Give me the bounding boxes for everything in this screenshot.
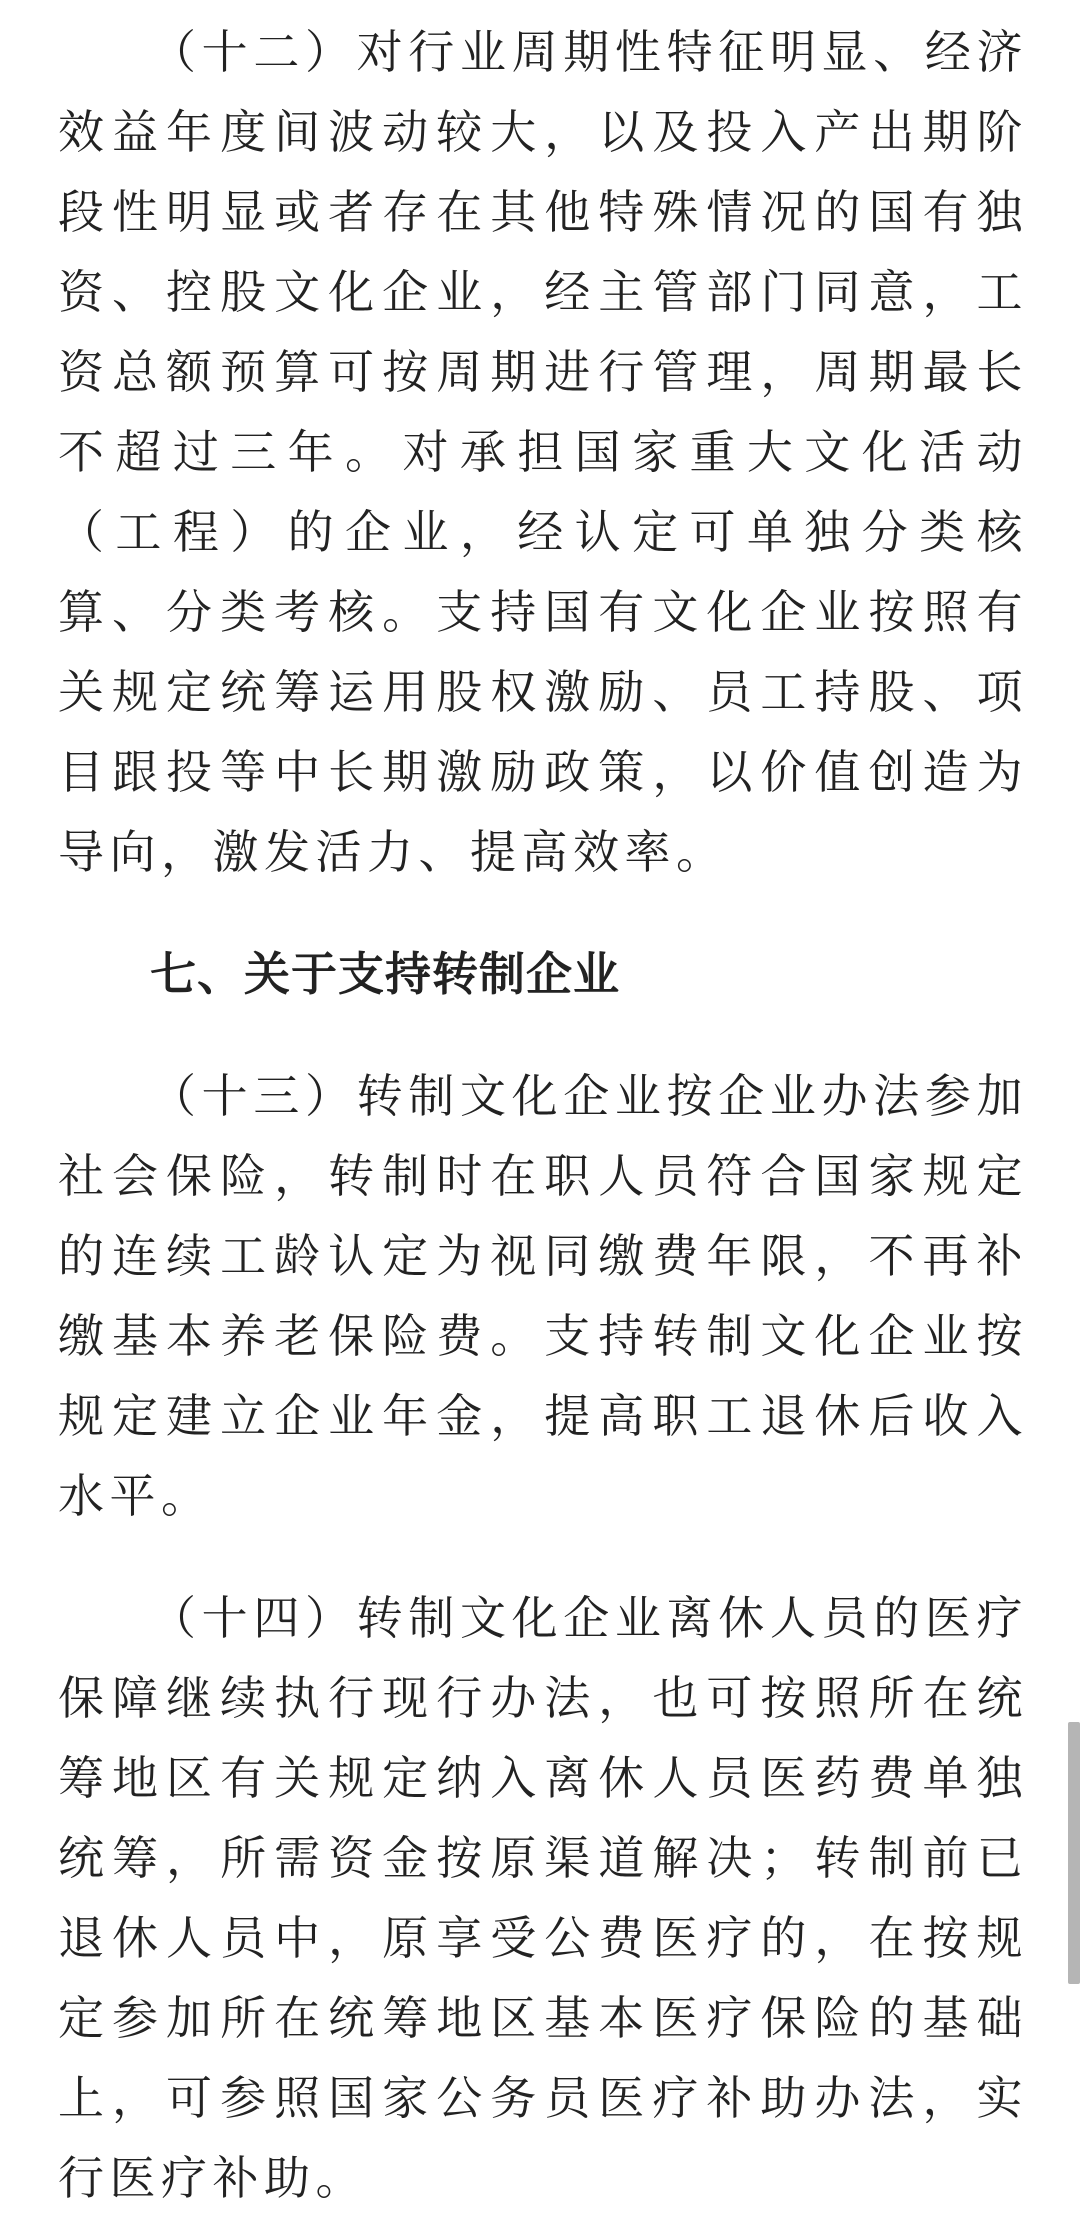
paragraph-13: （十三）转制文化企业按企业办法参加社会保险，转制时在职人员符合国家规定的连续工龄认定为视同缴费年限，不再补缴基本养老保险费。支持转制文化企业按规定建立企业年金，提高职工退休后收入水平。: [58, 1069, 1028, 1523]
paragraph-14: （十四）转制文化企业离休人员的医疗保障继续执行现行办法，也可按照所在统筹地区有关规定纳入离休人员医药费单独统筹，所需资金按原渠道解决；转制前已退休人员中，原享受公费医疗的，在按规定参加所在统筹地区基本医疗保险的基础上，可参照国家公务员医疗补助办法，实行医疗补助。: [58, 1591, 1028, 2205]
scrollbar-thumb[interactable]: [1068, 1722, 1080, 1984]
section-heading-7: 七、关于支持转制企业: [150, 947, 620, 1001]
article-body: [58, 12, 1028, 2218]
paragraph-12: （十二）对行业周期性特征明显、经济效益年度间波动较大，以及投入产出期阶段性明显或者存在其他特殊情况的国有独资、控股文化企业，经主管部门同意，工资总额预算可按周期进行管理，周期最长不超过三年。对承担国家重大文化活动（工程）的企业，经认定可单独分类核算、分类考核。支持国有文化企业按照有关规定统筹运用股权激励、员工持股、项目跟投等中长期激励政策，以价值创造为导向，激发活力、提高效率。: [58, 25, 1028, 879]
